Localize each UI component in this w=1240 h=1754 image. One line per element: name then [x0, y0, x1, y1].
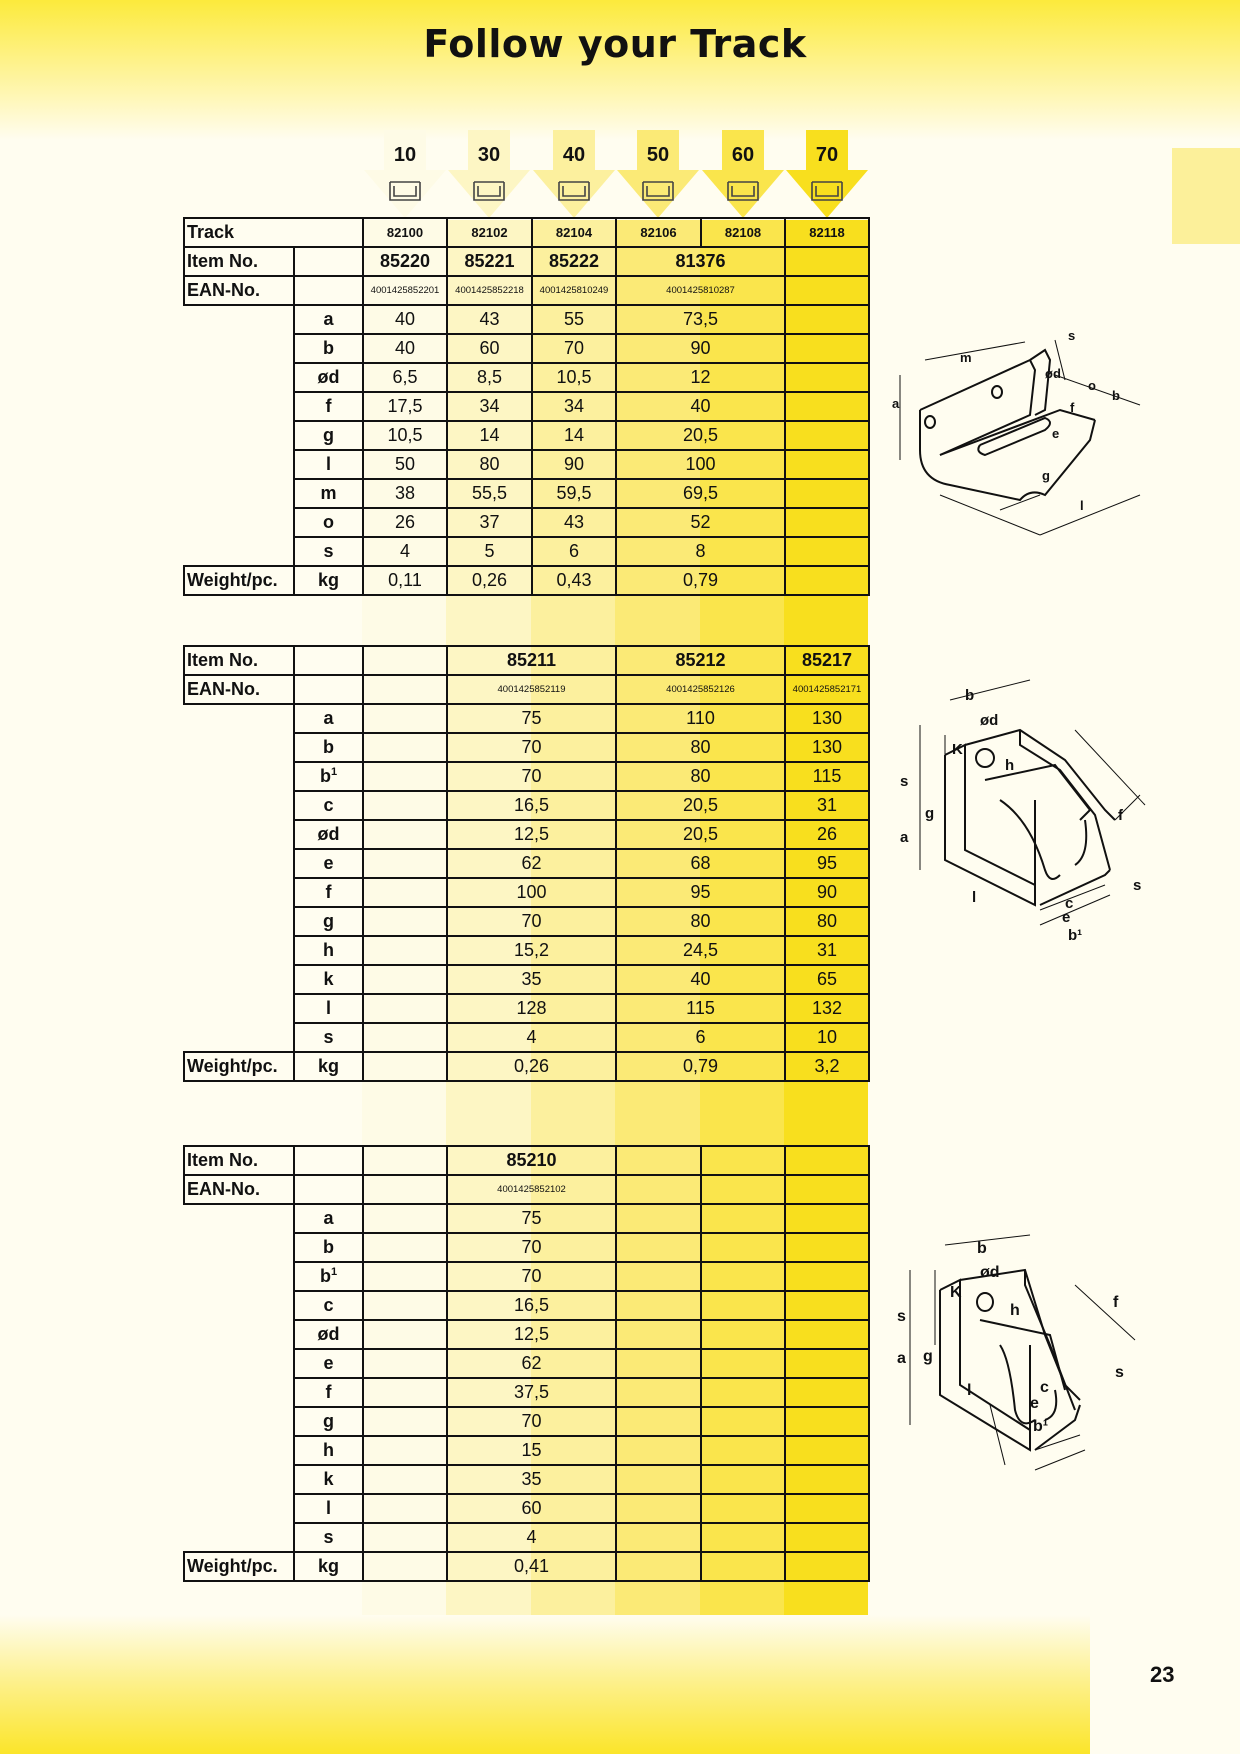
dimension-symbol: b: [294, 733, 363, 762]
value-cell: 12,5: [447, 820, 616, 849]
table-row: [184, 1436, 869, 1465]
value-cell: 17,5: [363, 392, 447, 421]
value-cell: 37,5: [447, 1378, 616, 1407]
value-cell: 4: [363, 537, 447, 566]
table-row: [184, 421, 869, 450]
value-cell: 132: [785, 994, 869, 1023]
table-row: [184, 965, 869, 994]
table-row: [184, 1465, 869, 1494]
value-cell: 35: [447, 965, 616, 994]
weight-unit: kg: [294, 1552, 363, 1581]
value-cell: 40: [363, 334, 447, 363]
value-cell: 8: [616, 537, 785, 566]
value-cell: 16,5: [447, 1291, 616, 1320]
dimension-label: K: [950, 1284, 962, 1301]
value-cell: 80: [447, 450, 532, 479]
value-cell: 80: [785, 907, 869, 936]
value-cell: 68: [616, 849, 785, 878]
ean-cell: 4001425852218: [447, 276, 532, 305]
dimension-label: b: [1112, 388, 1120, 403]
dimension-label: K: [952, 741, 963, 758]
dimension-label: s: [1068, 328, 1076, 343]
dimension-symbol: c: [294, 791, 363, 820]
profile-arrow-70: [784, 130, 870, 224]
table-row: [184, 704, 869, 733]
dimension-symbol: s: [294, 1023, 363, 1052]
value-cell: 12,5: [447, 1320, 616, 1349]
dimension-label: l: [1080, 498, 1084, 513]
profile-arrow-30: [446, 130, 532, 224]
item-no-cell: 85221: [447, 247, 532, 276]
value-cell: 14: [447, 421, 532, 450]
value-cell: 26: [363, 508, 447, 537]
item-no-label: Item No.: [184, 646, 294, 675]
table-row: [184, 791, 869, 820]
ean-cell: 4001425852119: [447, 675, 616, 704]
dimension-symbol: b: [294, 1233, 363, 1262]
dimension-symbol: a: [294, 1204, 363, 1233]
value-cell: 100: [447, 878, 616, 907]
value-cell: 14: [532, 421, 616, 450]
table-row: [184, 878, 869, 907]
value-cell: 4: [447, 1523, 616, 1552]
item-no-cell: 85217: [785, 646, 869, 675]
dimension-label: ød: [980, 712, 999, 729]
table-row: [184, 1378, 869, 1407]
value-cell: 80: [616, 907, 785, 936]
value-cell: 31: [785, 791, 869, 820]
dimension-label: b: [965, 687, 975, 704]
ean-label: EAN-No.: [184, 1175, 294, 1204]
profile-arrow-40: [531, 130, 617, 224]
profile-label: 70: [815, 144, 839, 166]
profile-label: 10: [393, 144, 417, 166]
ean-label: EAN-No.: [184, 276, 294, 305]
table-row: [184, 1023, 869, 1052]
dimension-label: e: [1052, 426, 1060, 441]
value-cell: 100: [616, 450, 785, 479]
value-cell: 62: [447, 849, 616, 878]
table-row: [184, 907, 869, 936]
dimension-label: s: [1115, 1364, 1124, 1381]
value-cell: 65: [785, 965, 869, 994]
track-82100: 82100: [363, 218, 447, 247]
value-cell: 8,5: [447, 363, 532, 392]
dimension-label: f: [1113, 1294, 1119, 1311]
value-cell: 40: [616, 392, 785, 421]
table-row: [184, 762, 869, 791]
dimension-label: b¹: [1068, 927, 1083, 944]
table-row: [184, 994, 869, 1023]
dimension-symbol: s: [294, 1523, 363, 1552]
item-no-cell: 85211: [447, 646, 616, 675]
value-cell: 62: [447, 1349, 616, 1378]
weight-cell: 3,2: [785, 1052, 869, 1081]
track-82104: 82104: [532, 218, 616, 247]
dimension-symbol: s: [294, 537, 363, 566]
weight-cell: 0,26: [447, 566, 532, 595]
saddle-bracket-diagram: [890, 670, 1180, 960]
track-82108: 82108: [701, 218, 785, 247]
dimension-symbol: m: [294, 479, 363, 508]
value-cell: 6: [532, 537, 616, 566]
value-cell: 70: [447, 1407, 616, 1436]
value-cell: 70: [447, 762, 616, 791]
value-cell: 55,5: [447, 479, 532, 508]
dimension-label: m: [960, 350, 972, 365]
value-cell: 38: [363, 479, 447, 508]
weight-unit: kg: [294, 566, 363, 595]
table-row: [184, 1320, 869, 1349]
table-row: [184, 305, 869, 334]
dimension-symbol: e: [294, 1349, 363, 1378]
dimension-symbol: g: [294, 1407, 363, 1436]
dimension-label: e: [1062, 909, 1071, 926]
profile-arrow-50: [615, 130, 701, 224]
value-cell: 80: [616, 762, 785, 791]
dimension-label: l: [967, 1382, 972, 1399]
dimension-label: c: [1065, 895, 1074, 912]
value-cell: 15: [447, 1436, 616, 1465]
table-row: [184, 363, 869, 392]
table-row: [184, 1204, 869, 1233]
weight-cell: 0,79: [616, 1052, 785, 1081]
dimension-symbol: l: [294, 994, 363, 1023]
dimension-label: b: [977, 1240, 987, 1257]
dimension-symbol: a: [294, 305, 363, 334]
value-cell: 6: [616, 1023, 785, 1052]
spec-table-saddle-brackets: [183, 645, 870, 1082]
value-cell: 37: [447, 508, 532, 537]
value-cell: 24,5: [616, 936, 785, 965]
dimension-label: o: [1088, 378, 1096, 393]
dimension-symbol: h: [294, 1436, 363, 1465]
dimension-label: h: [1010, 1302, 1020, 1319]
dimension-label: e: [1030, 1395, 1039, 1412]
dimension-label: h: [1005, 757, 1015, 774]
profile-label: 40: [562, 144, 586, 166]
value-cell: 130: [785, 704, 869, 733]
value-cell: 70: [447, 733, 616, 762]
table-row: [184, 508, 869, 537]
profile-arrow-60: [700, 130, 786, 224]
dimension-symbol: k: [294, 1465, 363, 1494]
ean-cell: 4001425810287: [616, 276, 785, 305]
ean-cell: 4001425852126: [616, 675, 785, 704]
dimension-label: ød: [1045, 366, 1061, 381]
value-cell: 35: [447, 1465, 616, 1494]
dimension-symbol: g: [294, 421, 363, 450]
item-no-cell: 85212: [616, 646, 785, 675]
table-row: [184, 450, 869, 479]
table-row: [184, 392, 869, 421]
value-cell: 115: [616, 994, 785, 1023]
value-cell: 69,5: [616, 479, 785, 508]
value-cell: 60: [447, 334, 532, 363]
value-cell: 40: [363, 305, 447, 334]
table-row: [184, 1407, 869, 1436]
dimension-label: s: [897, 1308, 906, 1325]
track-82118: 82118: [785, 218, 869, 247]
dimension-symbol: $b^1$: [294, 762, 363, 791]
dimension-symbol: ød: [294, 1320, 363, 1349]
value-cell: 90: [532, 450, 616, 479]
item-no-cell: 85222: [532, 247, 616, 276]
value-cell: 26: [785, 820, 869, 849]
side-tab-marker: [1172, 148, 1240, 244]
profile-label: 60: [731, 144, 755, 166]
track-82102: 82102: [447, 218, 532, 247]
value-cell: 6,5: [363, 363, 447, 392]
table-row: [184, 1494, 869, 1523]
track-bracket-diagram: [880, 320, 1160, 550]
value-cell: 40: [616, 965, 785, 994]
weight-cell: 0,43: [532, 566, 616, 595]
value-cell: 60: [447, 1494, 616, 1523]
value-cell: 75: [447, 1204, 616, 1233]
track-label: Track: [184, 218, 363, 247]
dimension-symbol: c: [294, 1291, 363, 1320]
dimension-symbol: g: [294, 907, 363, 936]
value-cell: 50: [363, 450, 447, 479]
dimension-label: s: [900, 773, 909, 790]
value-cell: 20,5: [616, 820, 785, 849]
item-no-label: Item No.: [184, 247, 294, 276]
value-cell: 20,5: [616, 791, 785, 820]
value-cell: 70: [447, 1262, 616, 1291]
value-cell: 70: [447, 907, 616, 936]
page-title: Follow your Track: [423, 22, 807, 66]
value-cell: 5: [447, 537, 532, 566]
table-row: [184, 849, 869, 878]
item-no-cell: 85220: [363, 247, 447, 276]
value-cell: 70: [532, 334, 616, 363]
weight-unit: kg: [294, 1052, 363, 1081]
ean-cell: 4001425852171: [785, 675, 869, 704]
dimension-label: f: [1070, 400, 1075, 415]
table-row: [184, 1523, 869, 1552]
dimension-label: s: [1133, 877, 1142, 894]
value-cell: 43: [447, 305, 532, 334]
profile-arrow-10: [362, 130, 448, 224]
dimension-symbol: f: [294, 878, 363, 907]
value-cell: 12: [616, 363, 785, 392]
value-cell: 31: [785, 936, 869, 965]
footer-gradient: [0, 1615, 1090, 1754]
value-cell: 43: [532, 508, 616, 537]
item-no-cell: 81376: [616, 247, 785, 276]
dimension-symbol: ød: [294, 363, 363, 392]
ean-cell: 4001425852201: [363, 276, 447, 305]
dimension-symbol: a: [294, 704, 363, 733]
dimension-symbol: b: [294, 334, 363, 363]
spec-table-small-saddle: [183, 1145, 870, 1582]
table-row: [184, 479, 869, 508]
value-cell: 34: [447, 392, 532, 421]
ean-label: EAN-No.: [184, 675, 294, 704]
ean-cell: 4001425810249: [532, 276, 616, 305]
table-row: [184, 733, 869, 762]
dimension-symbol: $b^1$: [294, 1262, 363, 1291]
page-number: 23: [1150, 1662, 1175, 1687]
header-gradient: [0, 0, 1240, 140]
profile-label: 30: [477, 144, 501, 166]
small-saddle-diagram: [885, 1225, 1155, 1505]
value-cell: 75: [447, 704, 616, 733]
ean-cell: 4001425852102: [447, 1175, 616, 1204]
value-cell: 70: [447, 1233, 616, 1262]
table-row: [184, 1233, 869, 1262]
value-cell: 110: [616, 704, 785, 733]
value-cell: 4: [447, 1023, 616, 1052]
value-cell: 90: [616, 334, 785, 363]
dimension-label: c: [1040, 1379, 1049, 1396]
spec-table-track-brackets: [183, 217, 870, 596]
weight-label: Weight/pc.: [184, 1052, 294, 1081]
dimension-symbol: h: [294, 936, 363, 965]
dimension-symbol: f: [294, 392, 363, 421]
table-row: [184, 1349, 869, 1378]
value-cell: 20,5: [616, 421, 785, 450]
profile-label: 50: [646, 144, 670, 166]
dimension-label: l: [972, 889, 977, 906]
value-cell: 95: [616, 878, 785, 907]
weight-cell: 0,41: [447, 1552, 616, 1581]
value-cell: 34: [532, 392, 616, 421]
value-cell: 55: [532, 305, 616, 334]
value-cell: 59,5: [532, 479, 616, 508]
table-row: [184, 1291, 869, 1320]
dimension-symbol: l: [294, 450, 363, 479]
value-cell: 95: [785, 849, 869, 878]
value-cell: 16,5: [447, 791, 616, 820]
item-no-cell: 85210: [447, 1146, 616, 1175]
table-row: [184, 1262, 869, 1291]
table-row: [184, 537, 869, 566]
track-82106: 82106: [616, 218, 701, 247]
value-cell: 80: [616, 733, 785, 762]
value-cell: 52: [616, 508, 785, 537]
dimension-label: a: [892, 396, 900, 411]
value-cell: 90: [785, 878, 869, 907]
dimension-label: f: [1118, 807, 1123, 824]
dimension-label: a: [900, 829, 909, 846]
dimension-label: g: [923, 1348, 933, 1365]
weight-label: Weight/pc.: [184, 1552, 294, 1581]
weight-label: Weight/pc.: [184, 566, 294, 595]
value-cell: 10: [785, 1023, 869, 1052]
weight-cell: 0,11: [363, 566, 447, 595]
value-cell: 115: [785, 762, 869, 791]
table-row: [184, 820, 869, 849]
dimension-symbol: k: [294, 965, 363, 994]
dimension-label: g: [925, 805, 935, 822]
weight-cell: 0,26: [447, 1052, 616, 1081]
value-cell: 73,5: [616, 305, 785, 334]
value-cell: 130: [785, 733, 869, 762]
dimension-symbol: l: [294, 1494, 363, 1523]
dimension-label: b¹: [1033, 1418, 1049, 1435]
dimension-label: a: [897, 1350, 906, 1367]
dimension-symbol: f: [294, 1378, 363, 1407]
dimension-symbol: ød: [294, 820, 363, 849]
dimension-label: ød: [980, 1264, 1000, 1281]
table-row: [184, 334, 869, 363]
dimension-label: g: [1042, 468, 1050, 483]
weight-cell: 0,79: [616, 566, 785, 595]
value-cell: 10,5: [363, 421, 447, 450]
value-cell: 128: [447, 994, 616, 1023]
value-cell: 15,2: [447, 936, 616, 965]
dimension-symbol: o: [294, 508, 363, 537]
item-no-label: Item No.: [184, 1146, 294, 1175]
dimension-symbol: e: [294, 849, 363, 878]
table-row: [184, 936, 869, 965]
value-cell: 10,5: [532, 363, 616, 392]
